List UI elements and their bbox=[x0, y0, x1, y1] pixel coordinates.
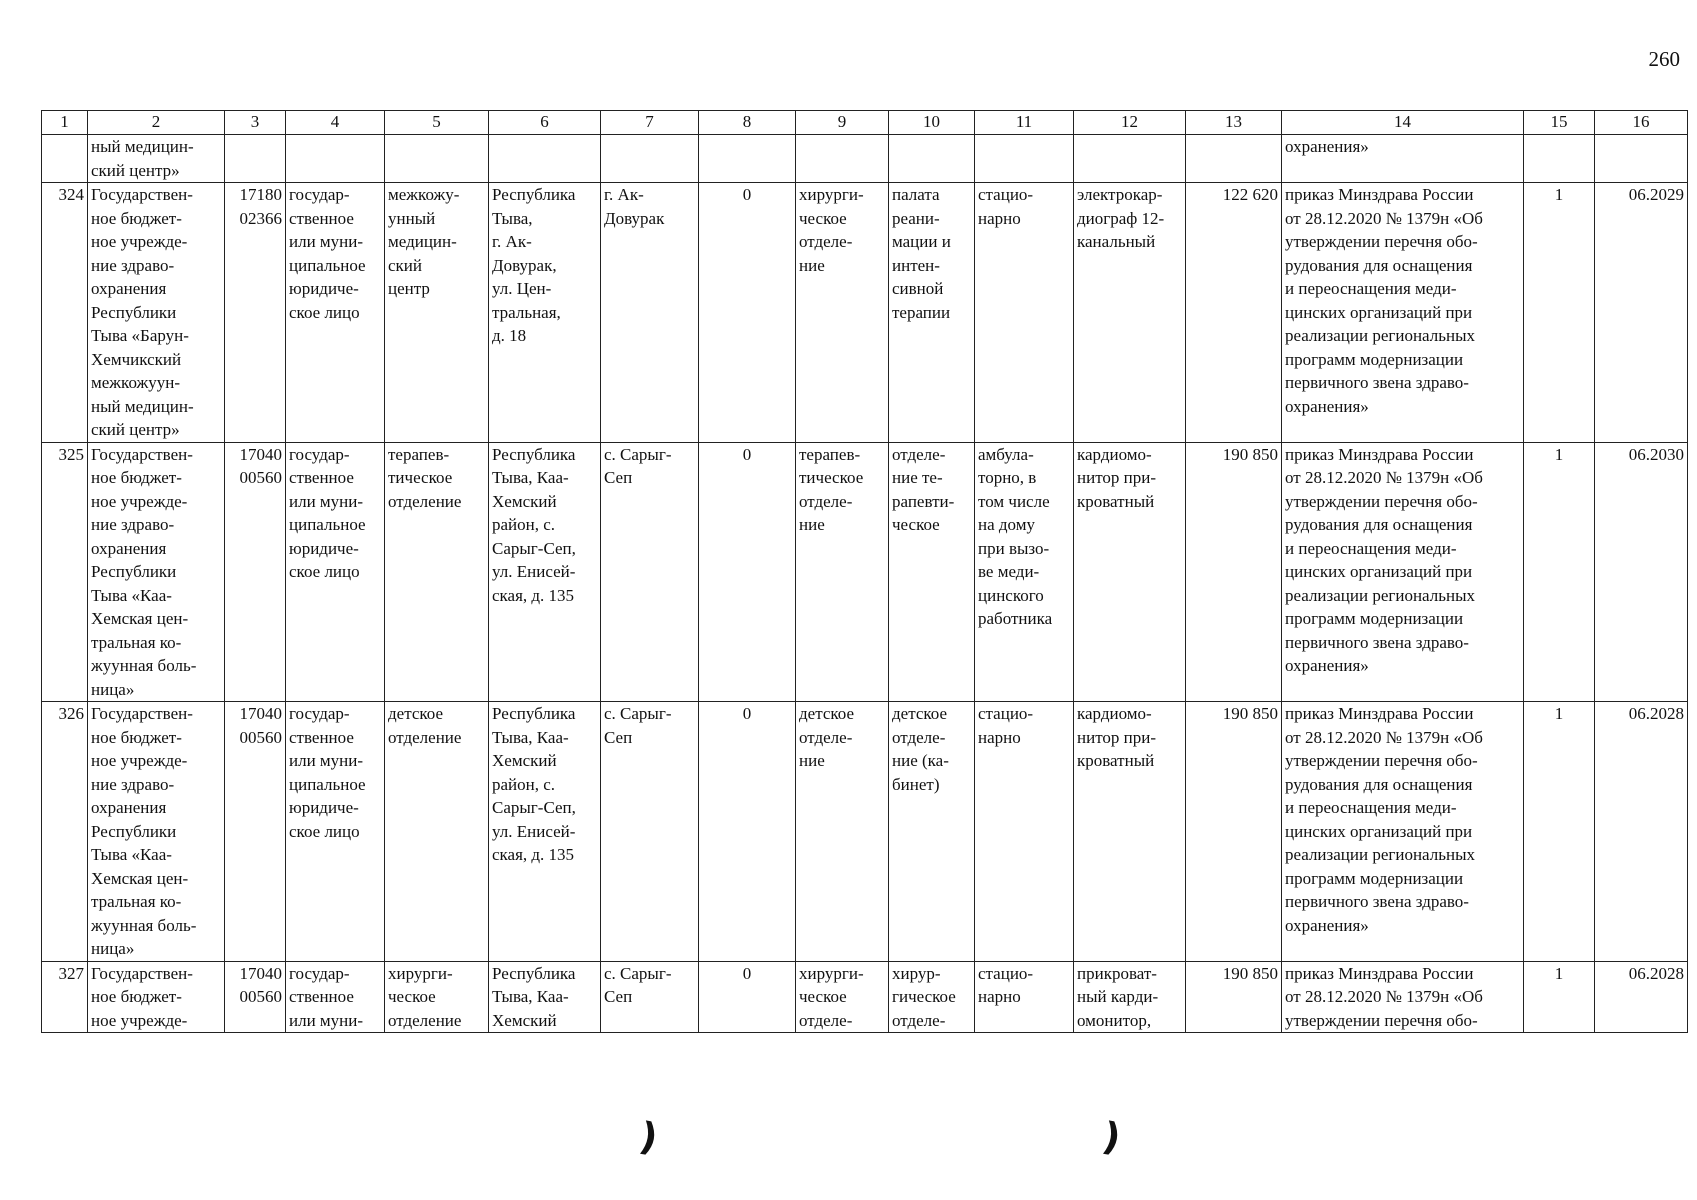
table-cell-col-2: Государствен- ное бюджет- ное учрежде- ние здраво- охранения Республики Тыва «Каа- Хемская цен- тральная ко- жуунная боль- ница» bbox=[88, 702, 225, 962]
table-cell-col-15: 1 bbox=[1524, 702, 1595, 962]
column-header-1: 1 bbox=[42, 111, 88, 135]
table-cell-col-5: детское отделение bbox=[385, 702, 489, 962]
column-header-6: 6 bbox=[489, 111, 601, 135]
table-cell-col-6: Республика Тыва, Каа- Хемский bbox=[489, 961, 601, 1033]
table-cell-col-6: Республика Тыва, Каа- Хемский район, с. Сарыг-Сеп, ул. Енисей- ская, д. 135 bbox=[489, 442, 601, 702]
table-cell-col-2: Государствен- ное бюджет- ное учрежде- bbox=[88, 961, 225, 1033]
table-cell-col-7: с. Сарыг- Сеп bbox=[601, 442, 699, 702]
page-number: 260 bbox=[1648, 47, 1680, 71]
table-cell-col-16: 06.2028 bbox=[1595, 702, 1688, 962]
table-cell-col-4: государ- ственное или муни- ципальное юридиче- ское лицо bbox=[286, 183, 385, 443]
table-cell-col-4: государ- ственное или муни- ципальное юридиче- ское лицо bbox=[286, 442, 385, 702]
table-cell-col-14: охранения» bbox=[1282, 135, 1524, 183]
table-row bbox=[42, 961, 1688, 1033]
table-cell-col-4 bbox=[286, 135, 385, 183]
table-cell-col-15: 1 bbox=[1524, 442, 1595, 702]
table-cell-col-14: приказ Минздрава России от 28.12.2020 № 1379н «Об утверждении перечня обо- bbox=[1282, 961, 1524, 1033]
table-cell-col-9: терапев- тическое отделе- ние bbox=[796, 442, 889, 702]
table-cell-col-12: кардиомо- нитор при- кроватный bbox=[1074, 442, 1186, 702]
table-cell-col-8: 0 bbox=[699, 961, 796, 1033]
table-cell-col-1: 327 bbox=[42, 961, 88, 1033]
table-cell-col-2: Государствен- ное бюджет- ное учрежде- ние здраво- охранения Республики Тыва «Барун- Хемчикский межкожуун- ный медицин- ский центр» bbox=[88, 183, 225, 443]
table-cell-col-3: 17040 00560 bbox=[225, 442, 286, 702]
column-header-13: 13 bbox=[1186, 111, 1282, 135]
table-cell-col-11: стацио- нарно bbox=[975, 702, 1074, 962]
table-cell-col-4: государ- ственное или муни- bbox=[286, 961, 385, 1033]
table-cell-col-7: с. Сарыг- Сеп bbox=[601, 961, 699, 1033]
table-row bbox=[42, 135, 1688, 183]
table-cell-col-1: 324 bbox=[42, 183, 88, 443]
column-header-3: 3 bbox=[225, 111, 286, 135]
column-header-11: 11 bbox=[975, 111, 1074, 135]
table-cell-col-14: приказ Минздрава России от 28.12.2020 № 1379н «Об утверждении перечня обо- рудования для оснащения и переоснащения меди- цинских организаций при реализации региональных программ модернизации первичного звена здраво- охранения» bbox=[1282, 442, 1524, 702]
table-cell-col-11: стацио- нарно bbox=[975, 961, 1074, 1033]
table-cell-col-3 bbox=[225, 135, 286, 183]
column-header-row bbox=[42, 111, 1688, 135]
column-header-15: 15 bbox=[1524, 111, 1595, 135]
table-cell-col-11: амбула- торно, в том числе на дому при вызо- ве меди- цинского работника bbox=[975, 442, 1074, 702]
table-cell-col-13 bbox=[1186, 135, 1282, 183]
table-cell-col-2: ный медицин- ский центр» bbox=[88, 135, 225, 183]
table-cell-col-10: хирур- гическое отделе- bbox=[889, 961, 975, 1033]
table-cell-col-14: приказ Минздрава России от 28.12.2020 № 1379н «Об утверждении перечня обо- рудования для оснащения и переоснащения меди- цинских организаций при реализации региональных программ модернизации первичного звена здраво- охранения» bbox=[1282, 183, 1524, 443]
table-row bbox=[42, 702, 1688, 962]
table-cell-col-12 bbox=[1074, 135, 1186, 183]
table-cell-col-6: Республика Тыва, г. Ак- Довурак, ул. Цен- тральная, д. 18 bbox=[489, 183, 601, 443]
table-cell-col-5: межкожу- унный медицин- ский центр bbox=[385, 183, 489, 443]
table-cell-col-9: детское отделе- ние bbox=[796, 702, 889, 962]
table-cell-col-13: 190 850 bbox=[1186, 702, 1282, 962]
table-row bbox=[42, 442, 1688, 702]
column-header-10: 10 bbox=[889, 111, 975, 135]
table-cell-col-10: палата реани- мации и интен- сивной терапии bbox=[889, 183, 975, 443]
table-cell-col-4: государ- ственное или муни- ципальное юридиче- ское лицо bbox=[286, 702, 385, 962]
table-cell-col-12: кардиомо- нитор при- кроватный bbox=[1074, 702, 1186, 962]
table-cell-col-6: Республика Тыва, Каа- Хемский район, с. Сарыг-Сеп, ул. Енисей- ская, д. 135 bbox=[489, 702, 601, 962]
table-cell-col-13: 122 620 bbox=[1186, 183, 1282, 443]
column-header-14: 14 bbox=[1282, 111, 1524, 135]
table-cell-col-7 bbox=[601, 135, 699, 183]
equipment-table bbox=[41, 110, 1688, 1033]
table-cell-col-9: хирурги- ческое отделе- ние bbox=[796, 183, 889, 443]
table-cell-col-10: отделе- ние те- рапевти- ческое bbox=[889, 442, 975, 702]
column-header-4: 4 bbox=[286, 111, 385, 135]
table-cell-col-9: хирурги- ческое отделе- bbox=[796, 961, 889, 1033]
table-cell-col-1: 325 bbox=[42, 442, 88, 702]
table-cell-col-8: 0 bbox=[699, 442, 796, 702]
table-cell-col-11 bbox=[975, 135, 1074, 183]
column-header-7: 7 bbox=[601, 111, 699, 135]
column-header-12: 12 bbox=[1074, 111, 1186, 135]
table-row bbox=[42, 183, 1688, 443]
signature-mark-left: ) bbox=[636, 1113, 662, 1161]
table-cell-col-1 bbox=[42, 135, 88, 183]
table-cell-col-10: детское отделе- ние (ка- бинет) bbox=[889, 702, 975, 962]
table-cell-col-13: 190 850 bbox=[1186, 961, 1282, 1033]
table-cell-col-8: 0 bbox=[699, 702, 796, 962]
table-cell-col-15: 1 bbox=[1524, 183, 1595, 443]
table-cell-col-7: г. Ак- Довурак bbox=[601, 183, 699, 443]
table-cell-col-5 bbox=[385, 135, 489, 183]
column-header-2: 2 bbox=[88, 111, 225, 135]
table-cell-col-16 bbox=[1595, 135, 1688, 183]
table-cell-col-11: стацио- нарно bbox=[975, 183, 1074, 443]
table-cell-col-16: 06.2028 bbox=[1595, 961, 1688, 1033]
table-cell-col-8 bbox=[699, 135, 796, 183]
table-cell-col-7: с. Сарыг- Сеп bbox=[601, 702, 699, 962]
table-cell-col-15: 1 bbox=[1524, 961, 1595, 1033]
table-cell-col-15 bbox=[1524, 135, 1595, 183]
table-cell-col-10 bbox=[889, 135, 975, 183]
column-header-16: 16 bbox=[1595, 111, 1688, 135]
column-header-8: 8 bbox=[699, 111, 796, 135]
table-cell-col-3: 17040 00560 bbox=[225, 702, 286, 962]
table-cell-col-5: хирурги- ческое отделение bbox=[385, 961, 489, 1033]
table-cell-col-5: терапев- тическое отделение bbox=[385, 442, 489, 702]
table-cell-col-12: прикроват- ный карди- омонитор, bbox=[1074, 961, 1186, 1033]
column-header-5: 5 bbox=[385, 111, 489, 135]
table-cell-col-14: приказ Минздрава России от 28.12.2020 № 1379н «Об утверждении перечня обо- рудования для оснащения и переоснащения меди- цинских организаций при реализации региональных программ модернизации первичного звена здраво- охранения» bbox=[1282, 702, 1524, 962]
table-cell-col-2: Государствен- ное бюджет- ное учрежде- ние здраво- охранения Республики Тыва «Каа- Хемская цен- тральная ко- жуунная боль- ница» bbox=[88, 442, 225, 702]
table-cell-col-16: 06.2029 bbox=[1595, 183, 1688, 443]
table-cell-col-12: электрокар- диограф 12- канальный bbox=[1074, 183, 1186, 443]
table-cell-col-13: 190 850 bbox=[1186, 442, 1282, 702]
table-cell-col-8: 0 bbox=[699, 183, 796, 443]
table-cell-col-3: 17040 00560 bbox=[225, 961, 286, 1033]
table-cell-col-9 bbox=[796, 135, 889, 183]
signature-mark-right: ) bbox=[1099, 1113, 1125, 1161]
table-cell-col-6 bbox=[489, 135, 601, 183]
column-header-9: 9 bbox=[796, 111, 889, 135]
table-cell-col-1: 326 bbox=[42, 702, 88, 962]
table-cell-col-16: 06.2030 bbox=[1595, 442, 1688, 702]
table-cell-col-3: 17180 02366 bbox=[225, 183, 286, 443]
